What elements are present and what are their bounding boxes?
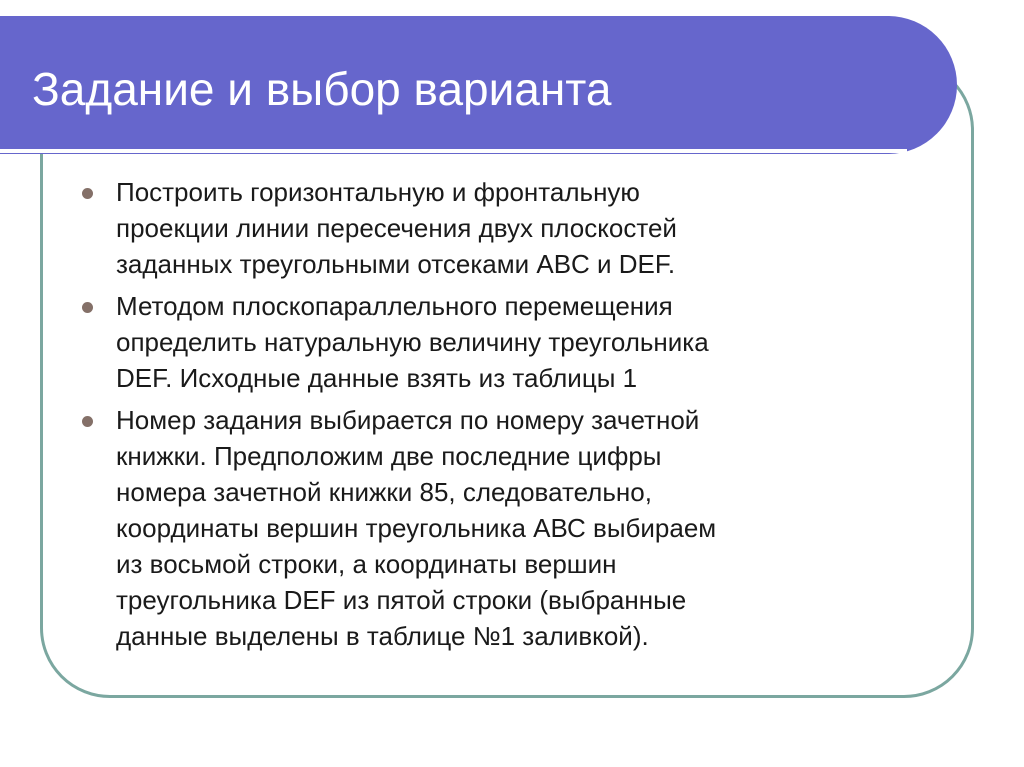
bullet-text-line: Номер задания выбирается по номеру зачетной [116, 405, 700, 435]
title-bar [0, 16, 957, 154]
bullet-text-line: координаты вершин треугольника АВС выбираем [116, 513, 717, 543]
bullet-item [78, 402, 938, 654]
bullet-dot-icon [82, 188, 93, 199]
bullet-text-line: DEF. Исходные данные взять из таблицы 1 [116, 363, 638, 393]
bullet-dot-icon [82, 416, 93, 427]
bullet-text-line: Методом плоскопараллельного перемещения [116, 291, 673, 321]
bullet-text-line: заданных треугольными отсеками ABC и DEF. [116, 249, 676, 279]
bullet-item [78, 288, 938, 396]
bullet-dot-icon [82, 302, 93, 313]
bullet-text-line: определить натуральную величину треугольника [116, 327, 709, 357]
bullet-text-line: книжки. Предположим две последние цифры [116, 441, 662, 471]
slide-title: Задание и выбор варианта [32, 63, 612, 115]
bullet-text-line: из восьмой строки, а координаты вершин [116, 549, 617, 579]
bullet-text-line: данные выделены в таблице №1 заливкой). [116, 621, 649, 651]
bullet-text-line: номера зачетной книжки 85, следовательно, [116, 477, 652, 507]
bullet-list [78, 174, 938, 660]
title-underline [0, 149, 907, 153]
bullet-text-line: проекции линии пересечения двух плоскостей [116, 213, 677, 243]
bullet-text-line: треугольника DEF из пятой строки (выбранные [116, 585, 687, 615]
bullet-text-line: Построить горизонтальную и фронтальную [116, 177, 640, 207]
bullet-item [78, 174, 938, 282]
